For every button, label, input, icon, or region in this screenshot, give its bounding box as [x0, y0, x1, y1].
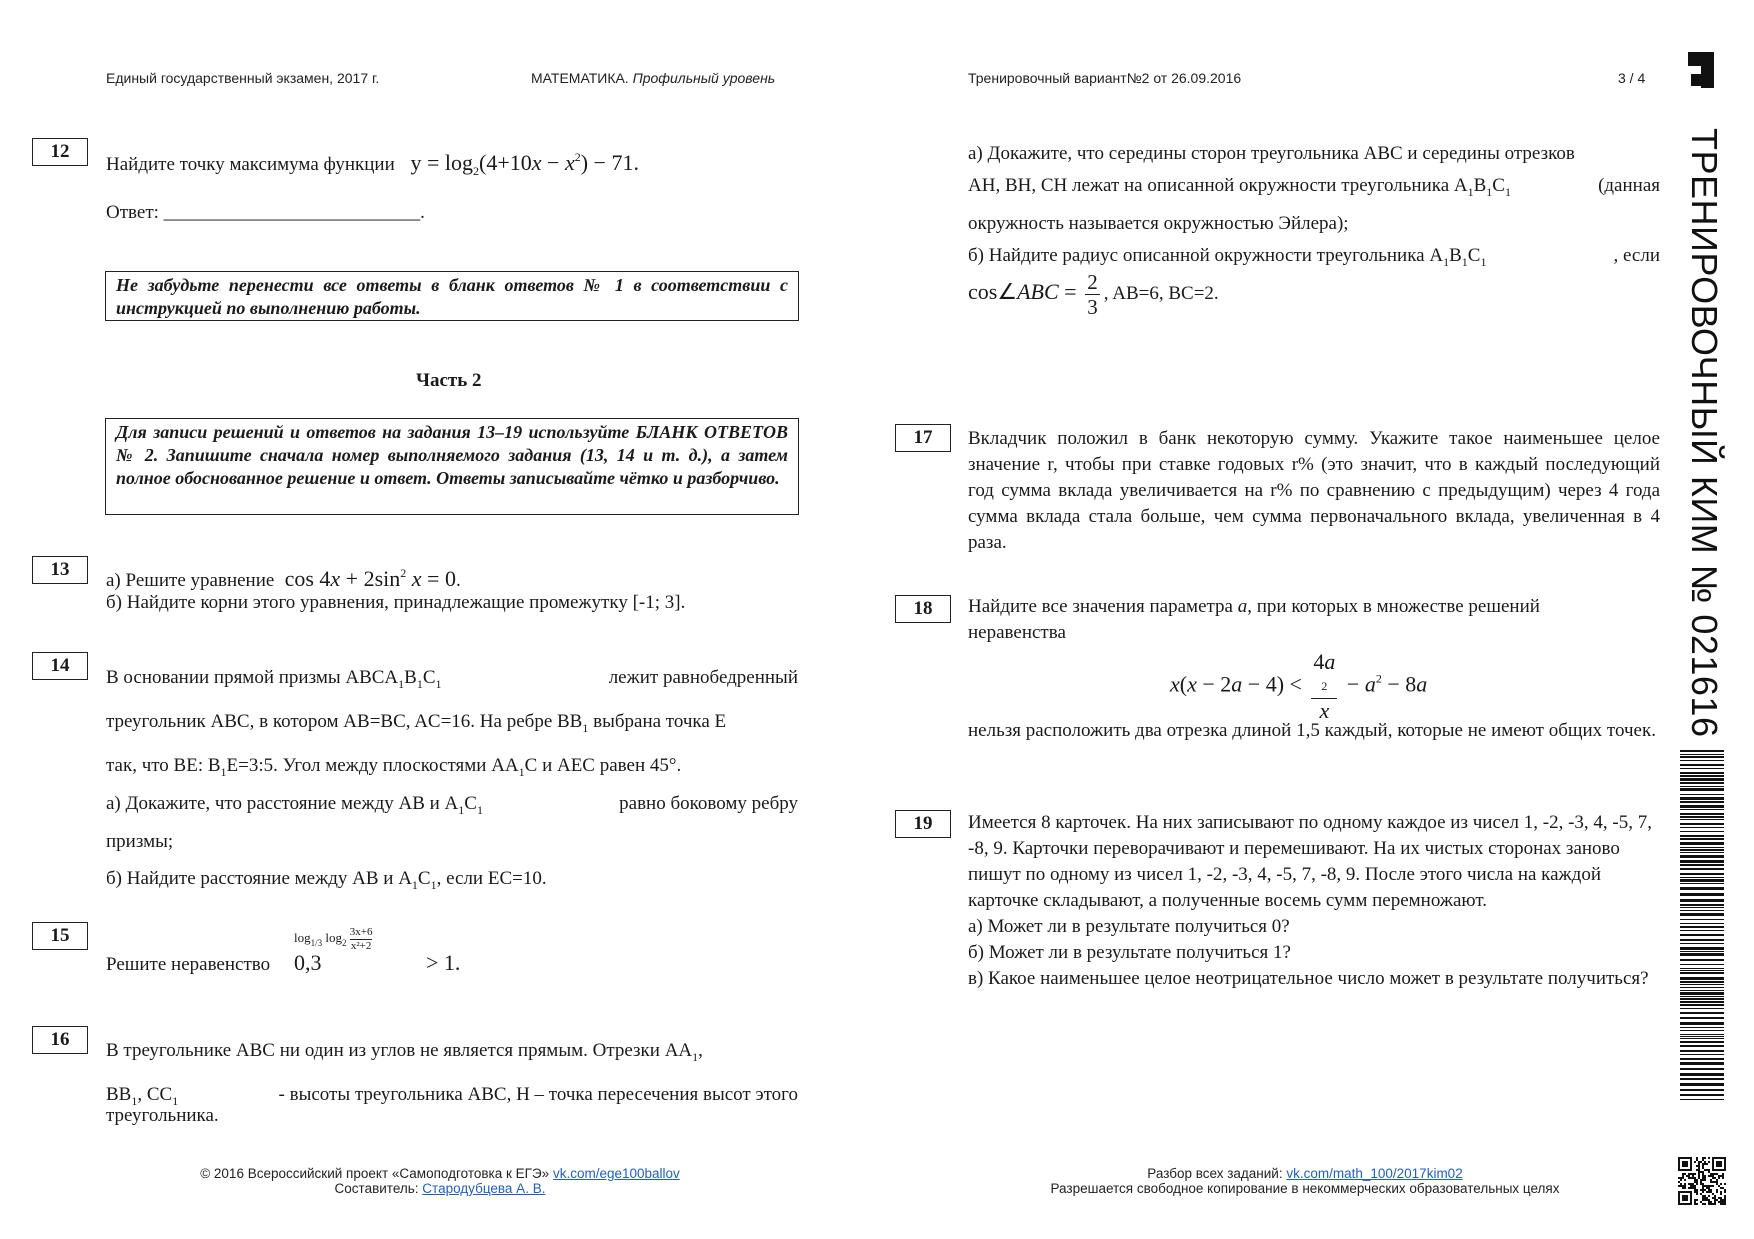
task-15-text: Решите неравенство — [106, 954, 271, 975]
task-17-number: 17 — [895, 424, 951, 452]
task-18-after: нельзя расположить два отрезка длиной 1,5 каждый, которые не имеют общих точек. — [968, 720, 1656, 741]
task-15-formula: 0,3 — [294, 950, 322, 975]
task-14-number: 14 — [32, 652, 88, 680]
task-18-number: 18 — [895, 595, 951, 623]
task-16-text: В треугольнике ABC ни один из углов не является прямым. Отрезки $AA_1$, $BB_1$, $CC_1$ - высоты треугольника ABC, H – точка пересечения высот этого — [106, 1040, 798, 1108]
task-12-text: Найдите точку максимума функции $y = \log_2(4+10x - x^2) - 71$. — [106, 150, 639, 178]
task-16-text-end: треугольника. — [106, 1105, 219, 1126]
task-13-a: а) Решите уравнение $\cos 4x + 2\sin^2$ x = 0. — [106, 566, 461, 591]
footer-right: Разбор всех заданий: vk.com/math_100/2017kim02 Разрешается свободное копирование в некоммерческих образовательных целях — [1050, 1166, 1560, 1196]
footer-analysis-link[interactable]: vk.com/math_100/2017kim02 — [1286, 1166, 1463, 1181]
barcode-icon — [1680, 750, 1724, 1100]
task-18-formula: x(x − 2a − 4) < 4a 2 x − $a^2 - 8a$ — [1170, 649, 1428, 723]
corner-mark-icon — [1688, 52, 1714, 88]
header-exam: Единый государственный экзамен, 2017 г. — [106, 70, 380, 86]
task-18-text: Найдите все значения параметра a, при которых в множестве решений — [968, 596, 1540, 617]
footer-left: © 2016 Всероссийский проект «Самоподготовка к ЕГЭ» vk.com/ege100ballov Составитель: Стародубцева А. В. — [200, 1166, 680, 1196]
task-12-formula: $y = \log_2(4+10x - x^2) - 71$. — [399, 150, 639, 178]
task-19-number: 19 — [895, 810, 951, 838]
task-13-b: б) Найдите корни этого уравнения, принадлежащие промежутку [-1; 3]. — [106, 592, 686, 613]
task-14-text: В основании прямой призмы $ABCA_1B_1C_1$ лежит равнобедренный треугольник ABC, в котором AB=BC, AC=16. На ребре $BB_1$ выбрана точка E так, что BE: $B_1E=3:5$. Угол между плоскостями $AA_1C$ и AEC равен 45°. — [106, 667, 798, 779]
side-title: ТРЕНИРОВОЧНЫЙ КИМ № 021616 — [1684, 128, 1725, 738]
qr-code-icon — [1678, 1157, 1726, 1205]
footer-vk-link[interactable]: vk.com/ege100ballov — [552, 1166, 680, 1181]
task-16-continuation: а) Докажите, что середины сторон треугольника ABC и середины отрезков AH, BH, CH лежат на описанной окружности треугольника $A_1B_1C_1$ (данная окружность называется окружностью Эйлера); б) Найдите радиус описанной окружности треугольника $A_1B_1C_1$ , если — [968, 143, 1660, 269]
header-subject: МАТЕМАТИКА. Профильный уровень — [531, 70, 776, 86]
task-13-number: 13 — [32, 556, 88, 584]
notice-box: Не забудьте перенести все ответы в бланк ответов № 1 в соответствии с инструкцией по выполнению работы. — [105, 271, 799, 321]
header-page: 3 / 4 — [1618, 70, 1646, 86]
task-18-text-2: неравенства — [968, 622, 1066, 643]
task-17-text: Вкладчик положил в банк некоторую сумму. Укажите такое наименьшее целое значение r, чтобы при ставке годовых r% (это значит, что в каждый последующий год сумма вклада увеличивается на r% по сравнению с предыдущим) через 4 года сумма вклада стала больше, чем сумма первоначального вклада, увеличенная в 4 раза. — [968, 428, 1660, 553]
task-12-number: 12 — [32, 138, 88, 166]
task-19-text: Имеется 8 карточек. На них записывают по одному каждое из чисел 1, -2, -3, 4, -5, 7, -8, 9. Карточки переворачивают и перемешивают. На их чистых сторонах заново пишут по одному из чисел 1, -2, -3, 4, -5, 7, -8, 9. После этого числа на каждой карточке складывают, а полученные восемь сумм перемножают. а) Может ли в результате получиться 0? б) Может ли в результате получиться 1? в) Какое наименьшее целое неотрицательное число может в результате получиться? — [968, 812, 1652, 989]
header-variant: Тренировочный вариант№2 от 26.09.2016 — [968, 70, 1242, 86]
task-15-ineq: > 1. — [426, 950, 461, 975]
task-15-number: 15 — [32, 922, 88, 950]
footer-author-link[interactable]: Стародубцева А. В. — [422, 1181, 546, 1196]
part2-instructions-box: Для записи решений и ответов на задания 13–19 используйте БЛАНК ОТВЕТОВ № 2. Запишите сначала номер выполняемого задания (13, 14 и т. д.), а затем полное обоснованное решение и ответ. Ответы записывайте чётко и разборчиво. — [105, 418, 799, 515]
part2-title: Часть 2 — [416, 370, 482, 391]
task-12-answer: Ответ: ___________________________. — [106, 202, 425, 223]
task-14-part-b: б) Найдите расстояние между AB и $A_1C_1$, если EC=10. — [106, 868, 547, 892]
task-15-exponent: $\log_{1/3} \log_2$ $\frac{3x+6}{\text{x²+2}}$ — [294, 926, 373, 952]
task-16-cos-condition: cos∠ABC = $\frac{2}{3}$ , AB=6, BC=2. — [968, 270, 1219, 319]
task-16-number: 16 — [32, 1026, 88, 1054]
task-14-part-a: а) Докажите, что расстояние между AB и $A_1C_1$ равно боковому ребру призмы; — [106, 793, 798, 852]
